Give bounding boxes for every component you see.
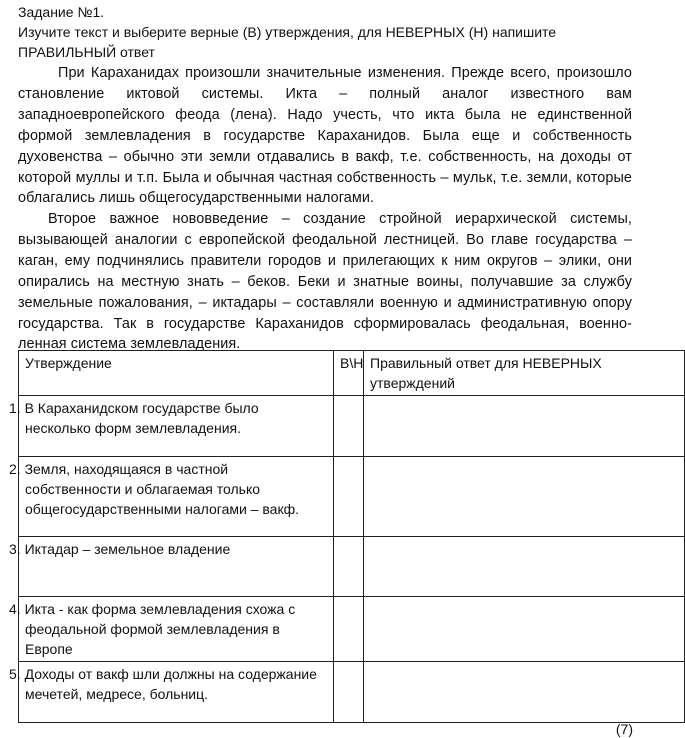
vh-answer-cell[interactable] bbox=[334, 537, 364, 597]
correct-answer-cell[interactable] bbox=[364, 662, 685, 723]
vh-answer-cell[interactable] bbox=[334, 597, 364, 662]
correct-answer-cell[interactable] bbox=[364, 597, 685, 662]
table-row bbox=[19, 662, 685, 723]
table-row bbox=[19, 597, 685, 662]
statement-cell: 5. Доходы от вакф шли должны на содержание мечетей, медресе, больниц. bbox=[19, 662, 334, 723]
table-header-row bbox=[19, 351, 685, 396]
table-row bbox=[19, 537, 685, 597]
page-number: (7) bbox=[615, 721, 633, 737]
task-instruction-line-2: ПРАВИЛЬНЫЙ ответ bbox=[18, 44, 155, 60]
statement-cell: 2. Земля, находящаяся в частной собственности и облагаемая только общегосударственными налогами – вакф. bbox=[19, 457, 334, 537]
correct-answer-cell[interactable] bbox=[364, 457, 685, 537]
task-instruction-line-1: Изучите текст и выберите верные (В) утверждения, для НЕВЕРНЫХ (Н) напишите bbox=[18, 24, 557, 40]
table-row bbox=[19, 396, 685, 457]
statement-cell: 3. Иктадар – земельное владение bbox=[19, 537, 334, 597]
statements-table bbox=[9, 350, 685, 723]
header-vh: В\Н bbox=[334, 351, 364, 396]
correct-answer-cell[interactable] bbox=[364, 396, 685, 457]
statement-cell: 4. Икта - как форма землевладения схожа с феодальной формой землевладения в Европе bbox=[19, 597, 334, 662]
correct-answer-cell[interactable] bbox=[364, 537, 685, 597]
vh-answer-cell[interactable] bbox=[334, 457, 364, 537]
vh-answer-cell[interactable] bbox=[334, 662, 364, 723]
header-correct-answer: Правильный ответ для НЕВЕРНЫХ утверждений bbox=[364, 351, 685, 396]
vh-answer-cell[interactable] bbox=[334, 396, 364, 457]
header-statement: Утверждение bbox=[19, 351, 334, 396]
task-title: Задание №1. bbox=[18, 4, 105, 20]
text-paragraph-2: Второе важное нововведение – создание стройной иерархической системы, вызывающей аналогии с европейской феодальной лестницей. Во главе государства – каган, ему подчинялись правители городов и прилегающих к ним округов – элики, они опирались на местную знать – беков. Беки и знатные воины, получавшие за службу земельные пожалования, – иктадары – составляли военную и административную опору государства. Так в государстве Караханидов сформировалась феодальная, военно-ленная система землевладения. bbox=[18, 211, 632, 353]
table-row bbox=[19, 457, 685, 537]
statement-cell: 1. В Караханидском государстве было несколько форм землевладения. bbox=[19, 396, 334, 457]
text-paragraph-1: При Караханидах произошли значительные изменения. Прежде всего, произошло становление иктовой системы. Икта – полный аналог известного вам западноевропейского феода (лена). Надо учесть, что икта была не единственной формой землевладения в государстве Караханидов. Была еще и собственность духовенства – обычно эти земли отдавались в вакф, т.е. собственность, на доходы от которой муллы и т.п. Была и обычная частная собственность – мульк, т.е. земли, которые облагались лишь общегосударственными налогами. bbox=[18, 65, 632, 207]
